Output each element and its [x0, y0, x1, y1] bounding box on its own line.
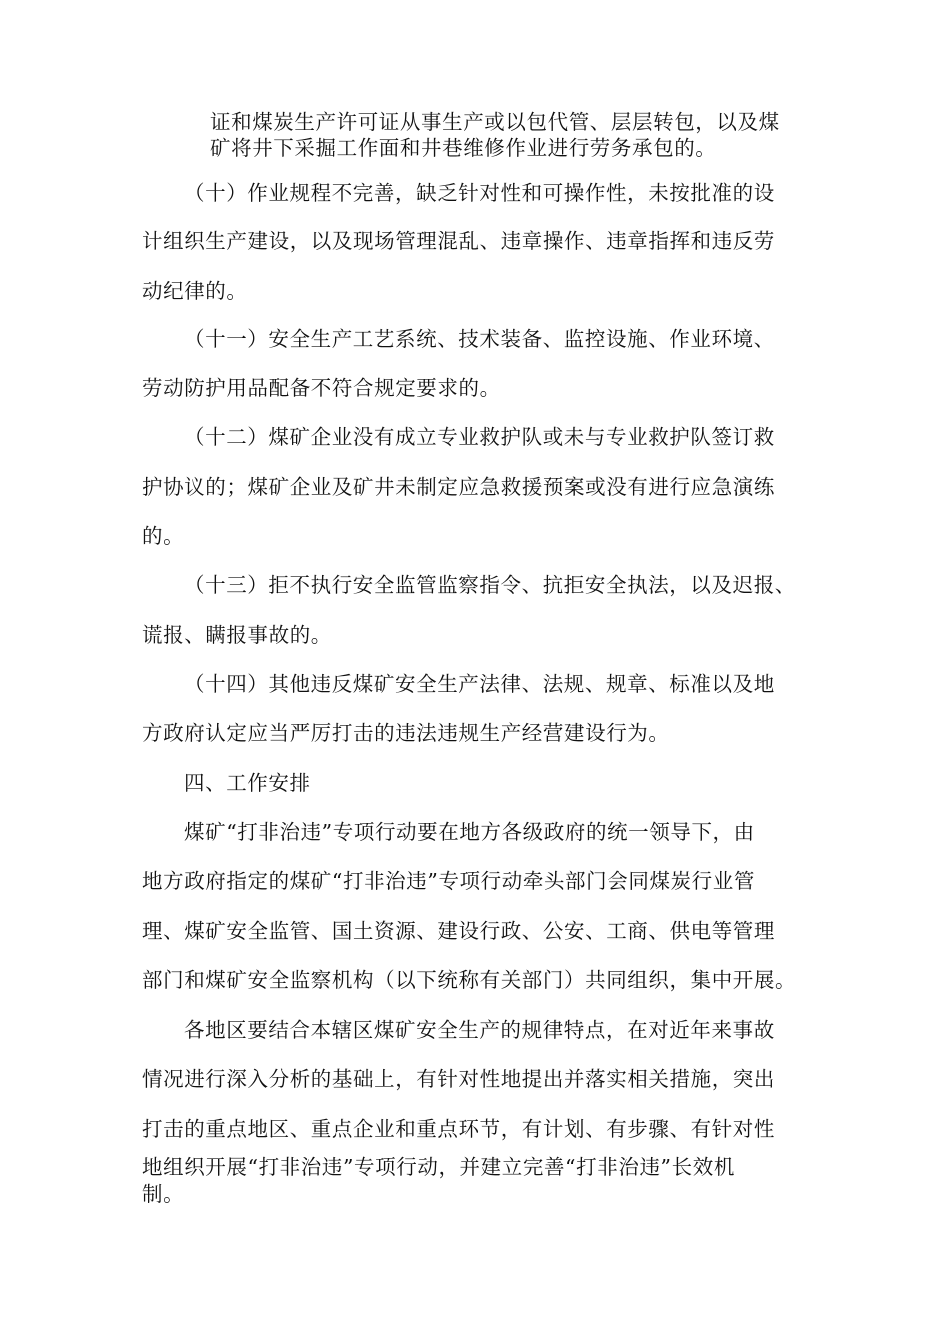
text-line: 情况进行深入分析的基础上，有针对性地提出并落实相关措施，突出 — [142, 1067, 775, 1091]
text-line: 部门和煤矿安全监察机构（以下统称有关部门）共同组织，集中开展。 — [142, 968, 797, 992]
text-line: （十三）拒不执行安全监管监察指令、抗拒安全执法，以及迟报、 — [184, 573, 796, 597]
section-heading: 四、工作安排 — [184, 771, 311, 795]
text-line: 地组织开展“打非治违”专项行动，并建立完善“打非治违”长效机 — [142, 1155, 735, 1179]
text-line: 矿将井下采掘工作面和井巷维修作业进行劳务承包的。 — [210, 136, 717, 160]
text-line: （十二）煤矿企业没有成立专业救护队或未与专业救护队签订救 — [184, 425, 775, 449]
text-line: 打击的重点地区、重点企业和重点环节，有计划、有步骤、有针对性 — [142, 1117, 775, 1141]
text-line: （十四）其他违反煤矿安全生产法律、法规、规章、标准以及地 — [184, 672, 775, 696]
text-line: （十）作业规程不完善，缺乏针对性和可操作性，未按批准的设 — [184, 181, 775, 205]
text-line: 劳动防护用品配备不符合规定要求的。 — [142, 376, 501, 400]
text-line: 谎报、瞒报事故的。 — [142, 623, 332, 647]
text-line: 护协议的；煤矿企业及矿井未制定应急救援预案或没有进行应急演练 — [142, 475, 775, 499]
text-line: 证和煤炭生产许可证从事生产或以包代管、层层转包，以及煤 — [210, 110, 780, 134]
text-line: 煤矿“打非治违”专项行动要在地方各级政府的统一领导下，由 — [184, 820, 755, 844]
text-line: 制。 — [142, 1182, 185, 1206]
text-line: （十一）安全生产工艺系统、技术装备、监控设施、作业环境、 — [184, 327, 775, 351]
text-line: 方政府认定应当严厉打击的违法违规生产经营建设行为。 — [142, 721, 670, 745]
text-line: 动纪律的。 — [142, 279, 248, 303]
text-line: 各地区要结合本辖区煤矿安全生产的规律特点，在对近年来事故 — [184, 1018, 775, 1042]
text-line: 理、煤矿安全监管、国土资源、建设行政、公安、工商、供电等管理 — [142, 919, 775, 943]
text-line: 地方政府指定的煤矿“打非治违”专项行动牵头部门会同煤炭行业管 — [142, 869, 755, 893]
text-line: 的。 — [142, 524, 185, 548]
text-line: 计组织生产建设，以及现场管理混乱、违章操作、违章指挥和违反劳 — [142, 229, 775, 253]
